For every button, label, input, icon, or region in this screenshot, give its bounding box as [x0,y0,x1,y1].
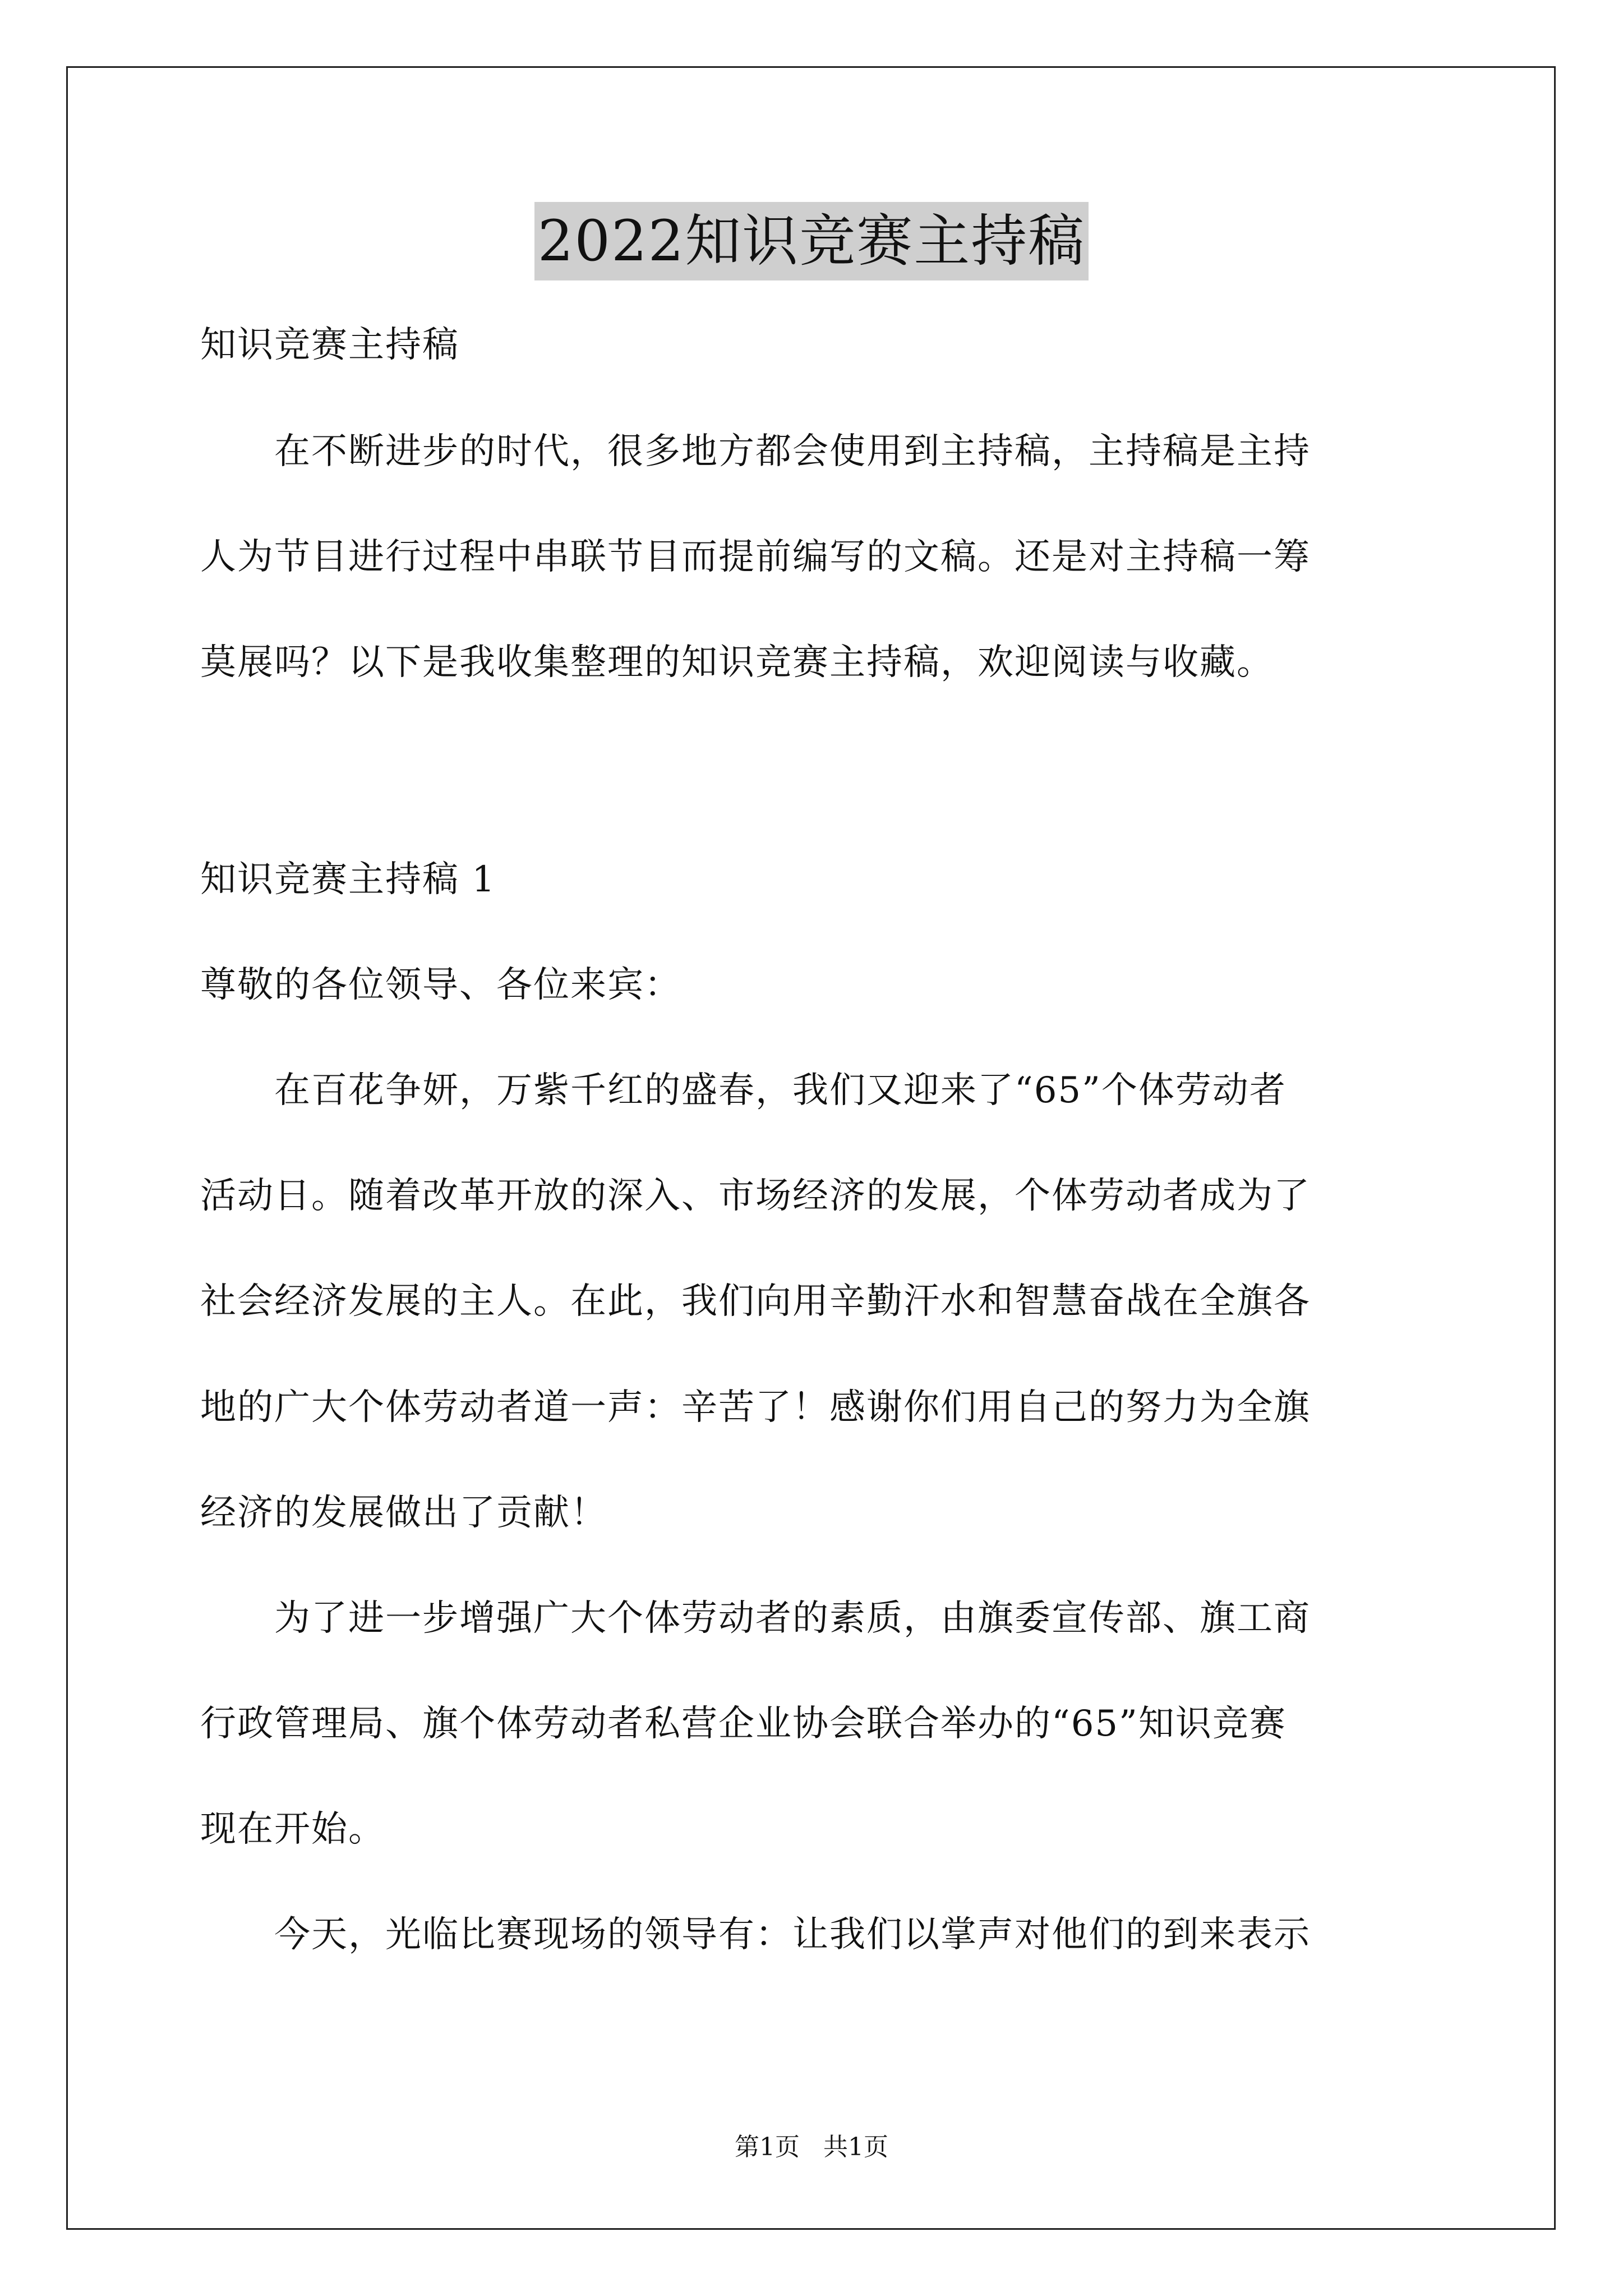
page-border [66,66,1556,2230]
document-title: 2022知识竞赛主持稿 [534,202,1089,280]
salutation: 尊敬的各位领导、各位来宾： [200,964,681,1006]
paragraph-line: 行政管理局、旗个体劳动者私营企业协会联合举办的“65”知识竞赛 [200,1703,1287,1745]
section-heading: 知识竞赛主持稿 1 [200,859,496,900]
page-total: 共1页 [823,2133,888,2161]
paragraph-line: 今天，光临比赛现场的领导有：让我们以掌声对他们的到来表示 [200,1914,1311,1955]
intro-heading: 知识竞赛主持稿 [200,324,459,366]
paragraph-line: 现在开始。 [200,1809,385,1850]
page-footer [0,2133,1623,2162]
paragraph-line: 地的广大个体劳动者道一声：辛苦了！感谢你们用自己的努力为全旗 [200,1387,1311,1428]
paragraph-line: 经济的发展做出了贡献！ [200,1492,607,1534]
title-wrapper [0,202,1623,280]
paragraph-line: 社会经济发展的主人。在此，我们向用辛勤汗水和智慧奋战在全旗各 [200,1281,1311,1322]
paragraph-line: 活动日。随着改革开放的深入、市场经济的发展，个体劳动者成为了 [200,1175,1311,1217]
paragraph-line: 莫展吗？以下是我收集整理的知识竞赛主持稿，欢迎阅读与收藏。 [200,642,1274,683]
paragraph-line: 为了进一步增强广大个体劳动者的素质，由旗委宣传部、旗工商 [200,1598,1311,1639]
paragraph-line: 在百花争妍，万紫千红的盛春，我们又迎来了“65”个体劳动者 [200,1070,1287,1111]
paragraph-line: 人为节目进行过程中串联节目而提前编写的文稿。还是对主持稿一筹 [200,536,1311,578]
paragraph-line: 在不断进步的时代，很多地方都会使用到主持稿，主持稿是主持 [200,431,1311,472]
page-number: 第1页 [735,2133,800,2161]
